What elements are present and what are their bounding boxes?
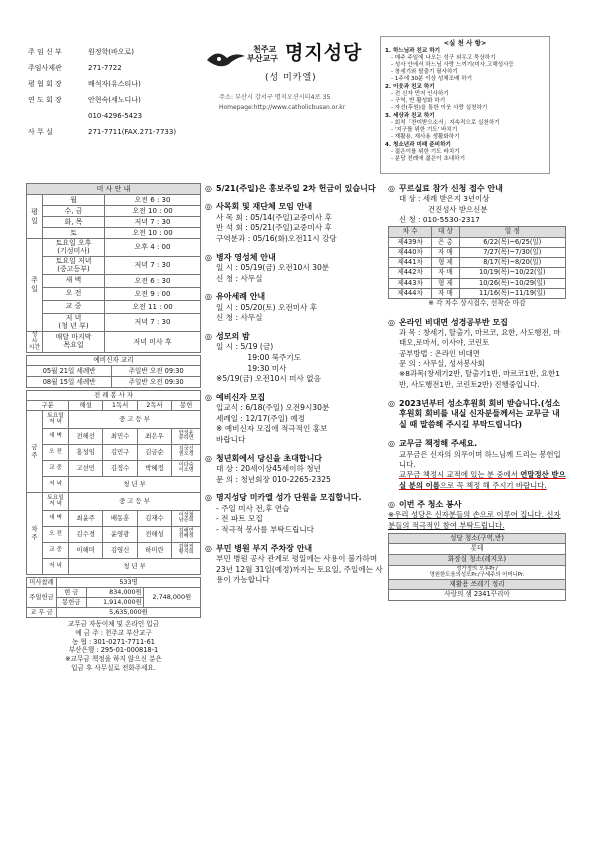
staff-row — [28, 92, 198, 108]
mass-time: 오전 11 : 00 — [105, 301, 201, 314]
staff-name: 010-4296-5423 — [88, 112, 143, 120]
bullet-icon: ◎ — [205, 202, 212, 212]
liturgy-slot: 토요일 저 녁 — [43, 410, 69, 428]
pilgrim-cell: 자 매 — [432, 268, 459, 278]
notice-line: 사 목 회 : 05/14(주일)교중미사 후 — [216, 212, 332, 222]
liturgy-slot: 저 녁 — [43, 476, 69, 492]
practice-sub: - 창세기와 탈출기 필사하기 — [391, 69, 458, 76]
pilgrim-cell: 10/19(목)~10/22(일) — [459, 268, 565, 278]
liturgy-header: 구분 — [27, 400, 69, 410]
notice-line: 19:30 미사 — [216, 363, 287, 373]
liturgy-header: 1독서 — [103, 400, 137, 410]
mass-time: 오전 9 : 00 — [105, 288, 201, 301]
liturgy-slot: 교 중 — [43, 542, 69, 558]
bullet-icon: ◎ — [205, 331, 212, 341]
practice-head: 3. 세상과 친교 하기 — [385, 112, 435, 119]
bank-line: 농 협 : 301-0271-7711-61 — [72, 637, 155, 646]
pilgrim-apply: 신 청 : 010-5530-2317 — [399, 215, 480, 225]
liturgy-cell: 고선민 — [69, 460, 103, 476]
homepage-link[interactable]: Homepage:http://www.catholicbusan.or.kr — [219, 104, 346, 111]
notice-line: - 적극적 봉사를 부탁드립니다 — [216, 525, 315, 534]
staff-name: 배석자(유스티나) — [88, 80, 141, 88]
mass-day: 토요일 저녁 (중고등부) — [43, 257, 105, 275]
mass-time: 저녁 7 : 30 — [105, 217, 201, 228]
practice-sub: - '지구를 위한 기도' 바치기 — [391, 126, 458, 133]
notice-line: 입교식 : 6/18(주일) 오전9시30분 — [216, 403, 330, 413]
bullet-icon: ◎ — [205, 493, 212, 503]
pilgrim-cell: 제439차 — [389, 237, 432, 247]
notice-section — [205, 184, 383, 194]
confession-label: 성 사 시간 — [27, 332, 43, 353]
pilgrim-cell: 제444차 — [389, 288, 432, 298]
notice-line: - 주일 미사 전,후 연습 — [216, 503, 290, 513]
liturgy-cell: 김국신 권오경 — [172, 444, 201, 460]
staff-name: 원정학(바오로) — [88, 48, 135, 56]
tithe-notice-line2 — [388, 470, 566, 491]
prep-title: 예비신자 교리 — [27, 355, 201, 365]
practice-sub: - 매주 주일에 나오는 성구 외우고 묵상하기 — [391, 55, 496, 62]
liturgy-slot: 저 녁 — [43, 558, 69, 574]
staff-row — [28, 76, 198, 92]
pilgrim-cell: 10/26(목)~10/29(일) — [459, 278, 565, 288]
pilgrim-cell: 제441차 — [389, 258, 432, 268]
notice-line: 구역분과 : 05/16(화)오전11시 강당 — [216, 234, 337, 244]
prep-table — [26, 355, 201, 388]
notice-title-row — [205, 253, 383, 263]
practice-head: 1. 하느님과 친교 하기 — [385, 48, 441, 55]
bank-line: 입금 후 사무실로 전화주세요. — [71, 664, 156, 673]
liturgy-cell: 김민구 — [103, 444, 137, 460]
tithe-notice-line2c: 으로 꼭 책정 해 주시기 바랍니다. — [439, 480, 547, 490]
liturgy-cell: 중 고 등 부 — [69, 492, 201, 510]
bullet-icon: ◎ — [205, 543, 212, 553]
mass-time: 오전 10 : 00 — [105, 206, 201, 217]
staff-row — [28, 44, 198, 60]
attendance-value: 533명 — [57, 577, 201, 587]
staff-name: 안현숙(세노디나) — [88, 96, 141, 104]
notice-line: 일 시 : 5/19 (금) — [216, 342, 274, 352]
notice-section — [205, 202, 383, 244]
bullet-icon: ◎ — [205, 392, 212, 402]
bank-line: 부산은행 : 295-01-000818-1 — [68, 646, 159, 655]
liturgy-cell: 김해연 김혜정 — [172, 526, 201, 542]
page-title: 명지성당 — [285, 42, 363, 64]
weekday-label: 평 일 — [27, 195, 43, 239]
prep-time: 주일반 오전 09:30 — [112, 376, 201, 387]
parish-header — [205, 42, 375, 122]
staff-role: 주임사제관 — [28, 64, 62, 72]
notice-line: - 전 파트 모집 — [216, 514, 263, 524]
pilgrim-target2: 건진성사 받으신분 — [428, 204, 488, 214]
staff-role: 사 무 실 — [28, 128, 53, 136]
mass-time: 저녁 7 : 30 — [105, 257, 201, 275]
liturgy-header: 해설 — [69, 400, 103, 410]
staff-list — [28, 44, 198, 140]
cleaning-head: 재활용 쓰레기 정리 — [389, 579, 566, 589]
parish-logo-icon — [205, 48, 247, 70]
page-subtitle: (성 미카엘) — [265, 73, 317, 83]
practice-sub: - 전 신자 먼저 인사하기 — [391, 91, 449, 98]
offering-total: 2,748,000원 — [143, 587, 200, 607]
pilgrim-cell: 자 매 — [432, 247, 459, 257]
notice-title-row — [205, 292, 383, 302]
pilgrim-cell: 자 매 — [432, 288, 459, 298]
right-column — [388, 184, 566, 601]
mass-day: 월 — [43, 195, 105, 206]
left-column — [26, 183, 201, 673]
notice-section — [205, 393, 383, 446]
liturgy-cell: 배동훈 — [103, 510, 137, 526]
tithe-notice-line1: 교무금은 신자의 의무이며 하느님께 드리는 봉헌입니다. — [399, 449, 561, 469]
cleaning-intro: ※우리 성당은 신자분들의 손으로 이루어 집니다. 신자분들의 적극적인 참여 부탁드립니다. — [388, 510, 561, 530]
liturgy-cell: 안성윤 류하연 — [172, 428, 201, 444]
liturgy-cell: 김금순 — [137, 444, 171, 460]
bible-title-row: ◎ 온라인 비대면 성경공부반 모집 — [388, 317, 508, 327]
liturgy-cell: 윤영광 — [103, 526, 137, 542]
notice-title: 부민 병원 부지 주차장 안내 — [216, 543, 313, 553]
notice-title: 예비신자 모집 — [216, 392, 266, 402]
pilgrim-cell: 형 제 — [432, 258, 459, 268]
address: 주소: 부산시 강서구 명지오션시티4로 35 — [219, 94, 331, 101]
notice-section — [205, 493, 383, 535]
sunday-label: 주 일 — [27, 239, 43, 332]
cleaning-title: 이번 주 청소 봉사 — [399, 500, 462, 510]
prep-date: 08월 15일 세례반 — [27, 376, 112, 387]
liturgy-cell: 청 년 부 — [69, 558, 201, 574]
cash-label: 현 금 — [57, 587, 87, 597]
pilgrim-cell: 11/16(목)~11/19(일) — [459, 288, 565, 298]
bible-line: 문 의 : 사무실, 성서봉사회 — [399, 358, 485, 368]
notice-title: 성모의 밤 — [216, 331, 250, 341]
mass-time: 오전 6 : 30 — [105, 195, 201, 206]
practice-title: <실 천 사 항> — [443, 39, 487, 47]
practice-sub: - 구역, 반 활성화 하기 — [391, 98, 446, 105]
bible-title: 온라인 비대면 성경공부반 모집 — [399, 317, 508, 327]
tithe-notice-line2b: 연말정산 받으실 분의 이름 — [399, 470, 566, 490]
liturgy-cell: 이다숙 이소명 — [172, 460, 201, 476]
pilgrim-header: 대 상 — [432, 227, 459, 237]
liturgy-cell: 청 년 부 — [69, 476, 201, 492]
pilgrim-cell: 제442차 — [389, 268, 432, 278]
notice-line: 바랍니다 — [216, 435, 246, 445]
mass-day: 수, 금 — [43, 206, 105, 217]
notice-line: 일 시 : 05/20(토) 오전미사 후 — [216, 302, 318, 312]
notice-line: 세례일 : 12/17(주일) 예정 — [216, 413, 305, 423]
mass-time: 오전 10 : 00 — [105, 228, 201, 239]
staff-name: 271-7722 — [88, 64, 122, 72]
cleaning-head: 화장실 청소(레지오) — [389, 555, 566, 565]
staff-name: 271-7711(FAX.271-7733) — [88, 128, 177, 136]
cleaning-val: 사랑의 샘 2341꾸리아 — [389, 589, 566, 600]
bullet-icon: ◎ — [205, 292, 212, 302]
attendance-label: 미사참례 — [27, 577, 57, 587]
notice-line: 대 상 : 20세이상45세이하 청년 — [216, 464, 321, 474]
pilgrim-cell: 8/17(목)~8/20(일) — [459, 258, 565, 268]
offering-label: 주일헌금 — [27, 587, 57, 607]
mass-day: 오 전 — [43, 288, 105, 301]
pilgrim-cell: 7/27(목)~7/30(일) — [459, 247, 565, 257]
staff-row — [28, 124, 198, 140]
pilgrim-header: 일 정 — [459, 227, 565, 237]
staff-role: 연 도 회 장 — [28, 96, 62, 104]
notice-line: 신 청 : 사무실 — [216, 313, 263, 323]
mass-day: 토요일 오후 (기성미사) — [43, 239, 105, 257]
staff-row — [28, 60, 198, 76]
liturgy-slot: 새 벽 — [43, 428, 69, 444]
notice-title-row — [205, 202, 383, 212]
liturgy-group-label: 차 주 — [27, 492, 43, 574]
bullet-icon: ◎ — [205, 252, 212, 262]
notice-section — [205, 332, 383, 385]
pilgrim-cell: 은 총 — [432, 237, 459, 247]
pilgrim-cell: 제443차 — [389, 278, 432, 288]
cleaning-table — [388, 533, 566, 601]
notice-title: 명지성당 미카엘 성가 단원을 모집합니다. — [216, 493, 362, 503]
notice-line: ※5/19(금) 오전10시 미사 없음 — [216, 374, 321, 384]
practice-sub: - 회칙「찬미받으소서」지속적으로 실천하기 — [391, 119, 500, 126]
mass-day: 화, 목 — [43, 217, 105, 228]
notice-title: 청년회에서 당신을 초대합니다 — [216, 453, 323, 463]
cleaning-head: 성당 청소(구역,반) — [389, 534, 566, 544]
bible-line: ※8과목(창세기2반, 탈출기1반, 마르코1반, 요한1반, 사도행전1반, 코린토2반) 진행중입니다. — [399, 369, 560, 389]
notice-line: 반 석 회 : 05/21(주일)교중미사 후 — [216, 223, 332, 233]
mass-day: 새 벽 — [43, 275, 105, 288]
notice-title-row — [205, 493, 383, 503]
mass-table — [26, 183, 201, 353]
liturgy-cell: 김정수 — [103, 460, 137, 476]
liturgy-cell: 최민수 — [103, 428, 137, 444]
pilgrim-title: 꾸르실료 참가 신청 접수 안내 — [399, 184, 503, 193]
notice-section — [205, 544, 383, 586]
liturgy-cell: 하미란 — [137, 542, 171, 558]
logo-line2: 부산교구 — [247, 54, 278, 63]
practice-head: 4. 청소년과 미래 준비하기 — [385, 141, 451, 148]
logo-line1: 천주교 — [253, 45, 277, 54]
notice-line: 19:00 묵주기도 — [216, 352, 302, 362]
liturgy-title: 전 례 봉 사 자 — [27, 390, 201, 400]
liturgy-cell: 김수경 — [69, 526, 103, 542]
liturgy-group-label: 금 주 — [27, 410, 43, 492]
liturgy-cell: 전해선 — [69, 428, 103, 444]
tithe-notice-row: ◎ 교무금 책정해 주세요. — [388, 439, 478, 449]
pilgrim-note: ※ 각 차수 상시접수, 선착순 마감 — [428, 299, 526, 307]
liturgy-cell: 이해미 — [69, 542, 103, 558]
practice-sub: - 1주에 30분 이상 성체조배 하기 — [391, 76, 473, 83]
liturgy-slot: 새 벽 — [43, 510, 69, 526]
liturgy-cell: 박혜정 — [137, 460, 171, 476]
mass-day: 토 — [43, 228, 105, 239]
notice-section — [205, 454, 383, 486]
liturgy-cell: 최윤주 — [69, 510, 103, 526]
notice-line: ※ 예비신자 모집에 적극적인 홍보 — [216, 424, 328, 434]
notice-line: 부민 병원 공사 관계로 평일에는 사용이 불가하며 23년 12월 31일(예정)까지는 토요일, 주일에는 사용이 가능합니다 — [216, 554, 383, 585]
notice-title: 5/21(주일)은 홍보주일 2차 헌금이 있습니다 — [216, 184, 376, 193]
liturgy-slot: 교 중 — [43, 460, 69, 476]
notice-title: 병자 영성체 안내 — [216, 252, 276, 262]
finance-table — [26, 577, 201, 618]
liturgy-cell: 홍성임 — [69, 444, 103, 460]
bank-line: ※교무금 책정을 하지 않으신 분은 — [65, 655, 162, 664]
mass-day: 저 녁 (청 년 부) — [43, 314, 105, 332]
supporter-row: ◎ 2023년부터 성소후원회 회비 받습니다.(성소후원회 회비를 내실 신자분들께서는 교무금 내실 때 말씀해 주시길 부탁드립니다) — [388, 399, 566, 430]
notice-title-row — [205, 544, 383, 554]
liturgy-header: 봉헌 — [172, 400, 201, 410]
notice-title-row — [205, 332, 383, 342]
confession-time: 저녁 미사 후 — [105, 332, 201, 353]
notice-title-row — [205, 184, 383, 194]
pilgrim-cell: 6/22(목)~6/25(일) — [459, 237, 565, 247]
notice-title: 사목회 및 재단체 모임 안내 — [216, 202, 313, 212]
bank-line: 예 금 주 : 천주교 부산교구 — [75, 628, 152, 637]
pilgrim-header: 차 수 — [389, 227, 432, 237]
bible-line: 과 목 : 창세기, 탈출기, 마르코, 요한, 사도행전, 마태오,로마서, 이사야, 코린토 — [399, 327, 561, 348]
prep-time: 주일반 오전 09:30 — [112, 365, 201, 376]
confession-day: 매달 마지막 목요일 — [43, 332, 105, 353]
pilgrim-cell: 제440차 — [389, 247, 432, 257]
practice-sub: - 젊은이를 위한 기도 바치기 — [391, 148, 460, 155]
practice-sub: - 자선(후원)을 통한 이웃 사랑 실천하기 — [391, 105, 488, 111]
practice-sub: - 분당 전례에 젊은이 초대하기 — [391, 155, 465, 162]
supporter-title: 2023년부터 성소후원회 회비 받습니다.(성소후원회 회비를 내실 신자분들께서는 교무금 내실 때 말씀해 주시길 부탁드립니다) — [399, 399, 560, 429]
notice-title: 유아세례 안내 — [216, 292, 266, 302]
liturgy-slot: 오 전 — [43, 444, 69, 460]
cleaning-val: 성가정의 모후Pr./ 영원한도움의성모Pr./구세주의 어머니Pr. — [389, 565, 566, 579]
tithe-notice-title: 교무금 책정해 주세요. — [399, 439, 478, 449]
bullet-icon: ◎ — [205, 184, 212, 193]
notice-line: 일 시 : 05/19(금) 오전10시 30분 — [216, 263, 330, 273]
staff-role: 주 임 신 부 — [28, 48, 62, 56]
liturgy-cell: 전해성 — [137, 526, 171, 542]
pilgrim-table — [388, 226, 566, 299]
middle-column — [205, 184, 383, 586]
envelope-label: 봉헌금 — [57, 597, 87, 607]
bible-line: 공부방법 : 온라인 비대면 — [399, 348, 480, 358]
tithe-label: 교 무 금 — [27, 607, 57, 617]
liturgy-cell: 김재수 — [137, 510, 171, 526]
cash-value: 834,000원 — [86, 587, 143, 597]
mass-time: 오전 6 : 30 — [105, 275, 201, 288]
notice-section — [205, 253, 383, 285]
pilgrim-cell: 형 제 — [432, 278, 459, 288]
bullet-icon: ◎ — [205, 453, 212, 463]
pilgrim-target: 대 상 : 세례 받은지 3년이상 — [399, 194, 490, 204]
liturgy-slot: 토요일 저 녁 — [43, 492, 69, 510]
tithe-notice-line2a: 교무금 책정시 교적에 있는 분 중에서 — [399, 470, 521, 480]
bank-line: 교무금 자동이체 및 온라인 입금 — [67, 619, 160, 628]
liturgy-cell: 최은우 — [137, 428, 171, 444]
practice-box — [380, 36, 550, 174]
practice-sub: - 성사 안에서 하느님 사랑 느끼기(미사,고해성사등 — [391, 62, 514, 69]
envelope-value: 1,914,000원 — [86, 597, 143, 607]
practice-head: 2. 이웃과 친교 하기 — [385, 84, 435, 91]
liturgy-cell: 김현정 황지희 — [172, 542, 201, 558]
mass-title: 미 사 안 내 — [27, 184, 201, 195]
prep-date: 05월 21일 세례반 — [27, 365, 112, 376]
notice-title-row — [205, 454, 383, 464]
tithe-value: 5,635,000원 — [57, 607, 201, 617]
mass-time: 오후 4 : 00 — [105, 239, 201, 257]
cleaning-val: 롯데 — [389, 544, 566, 555]
pilgrim-title-row: ◎ 꾸르실료 참가 신청 접수 안내 — [388, 184, 503, 193]
liturgy-table — [26, 390, 201, 575]
practice-sub: - 재활용, 재사용 생활화하기 — [391, 133, 460, 140]
cleaning-row: ◎ 이번 주 청소 봉사 — [388, 500, 462, 510]
notice-line: 신 청 : 사무실 — [216, 273, 263, 283]
notice-section — [205, 292, 383, 324]
liturgy-cell: 이성철 남준희 — [172, 510, 201, 526]
mass-time: 저녁 7 : 30 — [105, 314, 201, 332]
liturgy-cell: 김영신 — [103, 542, 137, 558]
notice-title-row — [205, 393, 383, 403]
liturgy-cell: 중 고 등 부 — [69, 410, 201, 428]
liturgy-slot: 오 전 — [43, 526, 69, 542]
notice-line: 문 의 : 청년회장 010-2265-2325 — [216, 474, 331, 484]
staff-row — [28, 108, 198, 124]
mass-day: 교 중 — [43, 301, 105, 314]
staff-role: 평 협 회 장 — [28, 80, 62, 88]
liturgy-header: 2독서 — [137, 400, 171, 410]
bank-info — [26, 620, 201, 673]
staff-role — [28, 108, 88, 124]
